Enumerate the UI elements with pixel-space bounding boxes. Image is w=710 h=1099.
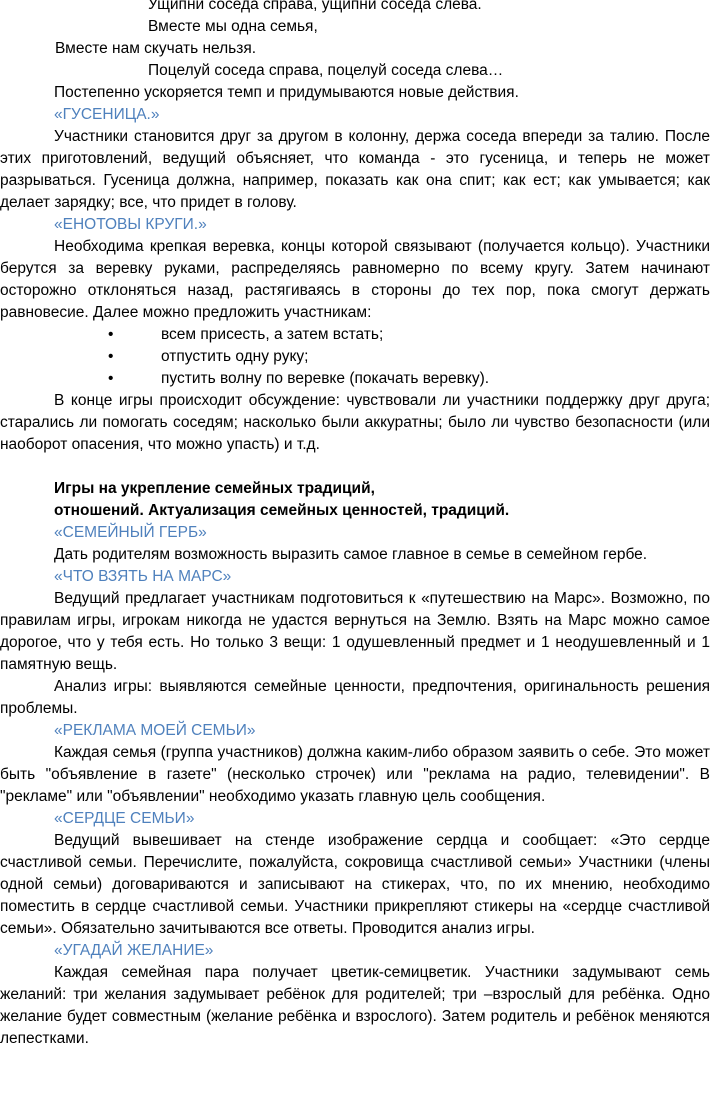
blank-line bbox=[0, 456, 710, 478]
bullet-icon: • bbox=[108, 370, 114, 387]
caterpillar-heading: «ГУСЕНИЦА.» bbox=[54, 106, 160, 123]
list-item bbox=[0, 324, 710, 346]
mars-text: Ведущий предлагает участникам подготовиться к «путешествию на Марс». Возможно, по правилам игры, игрокам никогда не удастся вернуться на Землю. Взять на Марс можно самое дорогое, что у тебя есть. Но только 3 вещи: 1 одушевленный предмет и 1 неодушевленный и 1 памятную вещь. bbox=[0, 590, 710, 673]
mars-analysis: Анализ игры: выявляются семейные ценности, предпочтения, оригинальность решения проблемы. bbox=[0, 678, 710, 717]
list-item-text: пустить волну по веревке (покачать веревку). bbox=[161, 370, 490, 387]
advert-heading: «РЕКЛАМА МОЕЙ СЕМЬИ» bbox=[54, 722, 256, 739]
wish-heading: «УГАДАЙ ЖЕЛАНИЕ» bbox=[54, 942, 214, 959]
list-item bbox=[0, 346, 710, 368]
poem-line: Ущипни соседа справа, ущипни соседа слева. bbox=[148, 0, 482, 13]
raccoon-text: Необходима крепкая веревка, концы которой связывают (получается кольцо). Участники берутся за веревку руками, распределяясь равномерно по всему кругу. Затем начинают осторожно отклоняться назад, растягиваясь в стороны до тех пор, пока смогут держать равновесие. Далее можно предложить участникам: bbox=[0, 238, 710, 321]
list-item bbox=[0, 368, 710, 390]
section-title: отношений. Актуализация семейных ценностей, традиций. bbox=[54, 502, 510, 519]
bullet-icon: • bbox=[108, 348, 114, 365]
list-item-text: всем присесть, а затем встать; bbox=[161, 326, 384, 343]
poem-line: Вместе мы одна семья, bbox=[148, 18, 318, 35]
poem-line: Вместе нам скучать нельзя. bbox=[55, 40, 257, 57]
caterpillar-text: Участники становится друг за другом в колонну, держа соседа впереди за талию. После этих приготовлений, ведущий объясняет, что команда - это гусеница, и теперь не может разрываться. Гусеница должна, например, показать как она спит; как ест; как умывается; как делает зарядку; все, что придет в голову. bbox=[0, 128, 710, 211]
heart-text: Ведущий вывешивает на стенде изображение сердца и сообщает: «Это сердце счастливой семьи. Перечислите, пожалуйста, сокровища счастливой семьи» Участники (члены одной семьи) договариваются и записывают на стикерах, что, по их мнению, необходимо поместить в сердце счастливой семьи. Участники прикрепляют стикеры на «сердце счастливой семьи». Обязательно зачитываются все ответы. Проводится анализ игры. bbox=[0, 832, 710, 937]
bullet-icon: • bbox=[108, 326, 114, 343]
section-title: Игры на укрепление семейных традиций, bbox=[54, 480, 375, 497]
coat-of-arms-text: Дать родителям возможность выразить самое главное в семье в семейном гербе. bbox=[54, 546, 648, 563]
advert-text: Каждая семья (группа участников) должна каким-либо образом заявить о себе. Это может быть "объявление в газете" (несколько строчек) или "реклама на радио, телевидении". В "рекламе" или "объявлении" необходимо указать главную цель сообщения. bbox=[0, 744, 710, 805]
poem-line: Поцелуй соседа справа, поцелуй соседа слева… bbox=[148, 62, 504, 79]
raccoon-heading: «ЕНОТОВЫ КРУГИ.» bbox=[54, 216, 207, 233]
mars-heading: «ЧТО ВЗЯТЬ НА МАРС» bbox=[54, 568, 232, 585]
list-item-text: отпустить одну руку; bbox=[161, 348, 309, 365]
raccoon-conclusion: В конце игры происходит обсуждение: чувствовали ли участники поддержку друг друга; старались ли помогать соседям; насколько были аккуратны; было ли чувство безопасности (или наоборот опасения, что можно упасть) и т.д. bbox=[0, 392, 710, 453]
heart-heading: «СЕРДЦЕ СЕМЬИ» bbox=[54, 810, 195, 827]
coat-of-arms-heading: «СЕМЕЙНЫЙ ГЕРБ» bbox=[54, 524, 207, 541]
wish-text: Каждая семейная пара получает цветик-семицветик. Участники задумывают семь желаний: три желания задумывает ребёнок для родителей; три –взрослый для ребёнка. Одно желание будет совместным (желание ребёнка и взрослого). Затем родитель и ребёнок меняются лепестками. bbox=[0, 964, 710, 1047]
poem-tail: Постепенно ускоряется темп и придумываются новые действия. bbox=[54, 84, 519, 101]
